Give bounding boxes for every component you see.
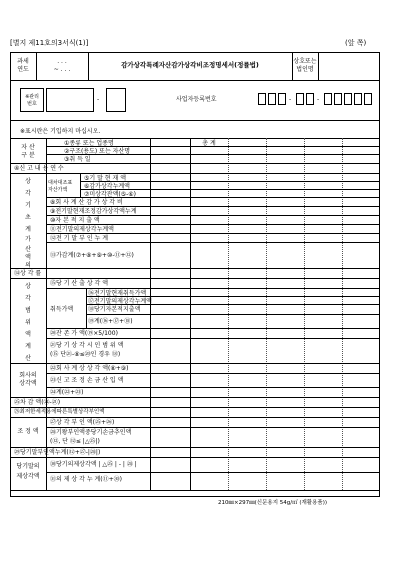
mgmt-number-label-1: ※관리 xyxy=(25,94,39,100)
depr-base-side-7: 액 xyxy=(25,254,31,261)
depr-base-side-5: 가 xyxy=(25,236,31,243)
depr-base-side-2: 기 xyxy=(25,202,31,209)
bizno-label: 사업자등록번호 xyxy=(176,96,217,103)
min-tax-denied-label: ㉖최저한세적용에따른특별상각부인액 xyxy=(14,409,105,415)
deemed-side-2: 제상각액 xyxy=(16,473,40,480)
calc-side-0: 상 xyxy=(25,283,31,290)
bizno-digit[interactable] xyxy=(258,93,266,105)
prior-deemed-acq-label: ⑰전기말의제상각누계액 xyxy=(88,298,152,305)
calc-side-5: 계 xyxy=(25,343,31,350)
current-depr-label: ⑮당 기 산 출 상 각 액 xyxy=(50,280,109,287)
adjustment-side-label: 조 정 액 xyxy=(17,428,39,435)
mgmt-number-label-box xyxy=(20,88,44,112)
undepreciated-label: ⑦미상각잔액(⑤-⑥) xyxy=(84,191,136,198)
form-title: 감가상각특례자산감가상각비조정명세서(정률법) xyxy=(121,61,259,69)
end-balance-label: ⑤기 말 현 재 액 xyxy=(84,175,126,182)
mgmt-number-field-2[interactable] xyxy=(106,88,126,112)
capex-label: ⑩자 본 적 지 출 액 xyxy=(50,217,100,224)
depr-base-side-8: 의 xyxy=(25,262,31,269)
filed-deduction-label: ㉓신 고 조 정 손 금 산 입 액 xyxy=(50,377,124,384)
fiscal-year-start[interactable]: . . . xyxy=(57,58,67,65)
bizno-dash-2: - xyxy=(317,96,320,103)
company-depr-label: ⑧회 사 계 산 감 가 상 각 비 xyxy=(50,199,123,206)
bizno-digit[interactable] xyxy=(334,93,342,105)
company-depr-side-2: 상각액 xyxy=(19,380,37,387)
current-deemed-label: ㉚당기의제상각액 | △㉕ | - | ㉘ | xyxy=(50,461,137,468)
accum-depr-label: ⑥감가상각누계액 xyxy=(84,183,130,190)
calc-side-3: 위 xyxy=(25,319,31,326)
depr-base-side-1: 각 xyxy=(25,190,31,197)
prior-adjust-label: ⑨전기말현재조정감가상각액누계 xyxy=(50,208,137,215)
page-side-label: (앞 쪽) xyxy=(345,39,367,47)
form-number: [별지 제11호의3서식(1)] xyxy=(10,39,89,47)
depr-base-side-0: 상 xyxy=(25,178,31,185)
depr-limit-condition: (⑮ 단㉑-⑧≤⑳인 경우 ⑱) xyxy=(50,351,121,358)
prior-denied-recovery-label: ㉘기왕부인액중당기손금추인액 xyxy=(50,429,132,436)
company-booked-label: ㉒회 사 계 상 상 각 액(⑧+⑨) xyxy=(50,365,129,372)
total-column-header: 총 계 xyxy=(202,140,216,147)
mgmt-number-field-1[interactable] xyxy=(46,88,94,112)
company-label-1: 상호또는 xyxy=(293,58,317,65)
bizno-digit[interactable] xyxy=(354,93,362,105)
denied-depr-label: ㉗상 각 부 인 액(㉕+㉖) xyxy=(50,419,115,426)
fiscal-year-end[interactable]: ~ . . . xyxy=(53,66,71,73)
mgmt-number-label-2: 번호 xyxy=(27,101,37,107)
asset-section-label-2: 구 분 xyxy=(21,152,35,159)
current-capex-label: ⑱당기자본적지출액 xyxy=(88,306,141,313)
company-depr-side-1: 회사의 xyxy=(19,372,37,379)
company-name-field[interactable] xyxy=(318,52,380,80)
acq-sum-label: ⑲계(⑯+⑰+⑱) xyxy=(88,318,133,325)
paper-spec-footer: 210㎜×297㎜(신문용지 54g/㎡ (재활용품)) xyxy=(218,500,328,506)
deemed-side-1: 당기말의 xyxy=(16,463,40,470)
depr-base-side-6: 산 xyxy=(25,246,31,253)
calc-side-2: 범 xyxy=(25,307,31,314)
difference-label: ㉕차 감 액(㉔-㉑) xyxy=(14,399,61,406)
residual-value-label: ⑳잔 존 가 액(⑲×5/100) xyxy=(50,330,118,337)
asset-section-label-1: 자 산 xyxy=(21,144,35,151)
bs-value-label-1: 대차대조표 xyxy=(48,180,73,186)
accum-denied-label: ㉙당기말부인액누계(⑫+㉗-|㉘|) xyxy=(14,449,101,456)
bizno-digit[interactable] xyxy=(296,93,304,105)
prior-denied-recovery-condition: (⑫, 단 ⑫≤ |△㉕|) xyxy=(50,438,100,445)
bizno-digit[interactable] xyxy=(268,93,276,105)
asset-structure-label: ②구조(용도) 또는 자산명 xyxy=(64,148,131,155)
prior-deemed-label: ⑪전기말의제상각누계액 xyxy=(50,226,114,233)
depr-base-side-4: 계 xyxy=(25,226,31,233)
bizno-digit[interactable] xyxy=(324,93,332,105)
bizno-digit[interactable] xyxy=(306,93,314,105)
company-label-2: 법인명 xyxy=(296,66,314,73)
bs-value-label-2: 자산가액 xyxy=(48,187,68,193)
calc-side-6: 산 xyxy=(25,355,31,362)
depr-rate-label: ⑭상 각 률 xyxy=(14,270,42,277)
mgmt-number-dash: - xyxy=(97,96,100,103)
acquisition-date-label: ③취 득 일 xyxy=(64,156,91,163)
depr-limit-label: ㉑당 기 상 각 시 인 범 위 액 xyxy=(50,342,124,349)
calc-side-1: 각 xyxy=(25,295,31,302)
bizno-digit[interactable] xyxy=(344,93,352,105)
bizno-digit[interactable] xyxy=(364,93,372,105)
company-total-label: ㉔계(㉒+㉓) xyxy=(50,389,84,396)
instruction-note: ※표시란은 기입하지 마십시오. xyxy=(20,128,101,135)
adjusted-total-label: ⑬가감계(⑦+⑧+⑨+⑩-⑪+⑫) xyxy=(50,252,134,259)
depr-base-side-3: 초 xyxy=(25,214,31,221)
deemed-total-label: ㉛의 제 상 각 누 계(⑪+㉚) xyxy=(50,476,123,483)
fiscal-year-label-2: 연도 xyxy=(17,66,29,73)
prior-denied-label: ⑫전 기 말 부 인 누 계 xyxy=(50,235,109,242)
calc-side-4: 액 xyxy=(25,331,31,338)
asset-type-label: ①종류 또는 업종명 xyxy=(64,140,114,147)
useful-life-label: ④신 고 내 용 연 수 xyxy=(14,165,64,172)
bizno-dash-1: - xyxy=(289,96,292,103)
fiscal-year-label-1: 과세 xyxy=(17,58,29,65)
prior-acq-label: ⑯전기말현재취득가액 xyxy=(88,290,147,297)
bizno-digit[interactable] xyxy=(278,93,286,105)
acquisition-value-label: 취득가액 xyxy=(50,306,74,313)
